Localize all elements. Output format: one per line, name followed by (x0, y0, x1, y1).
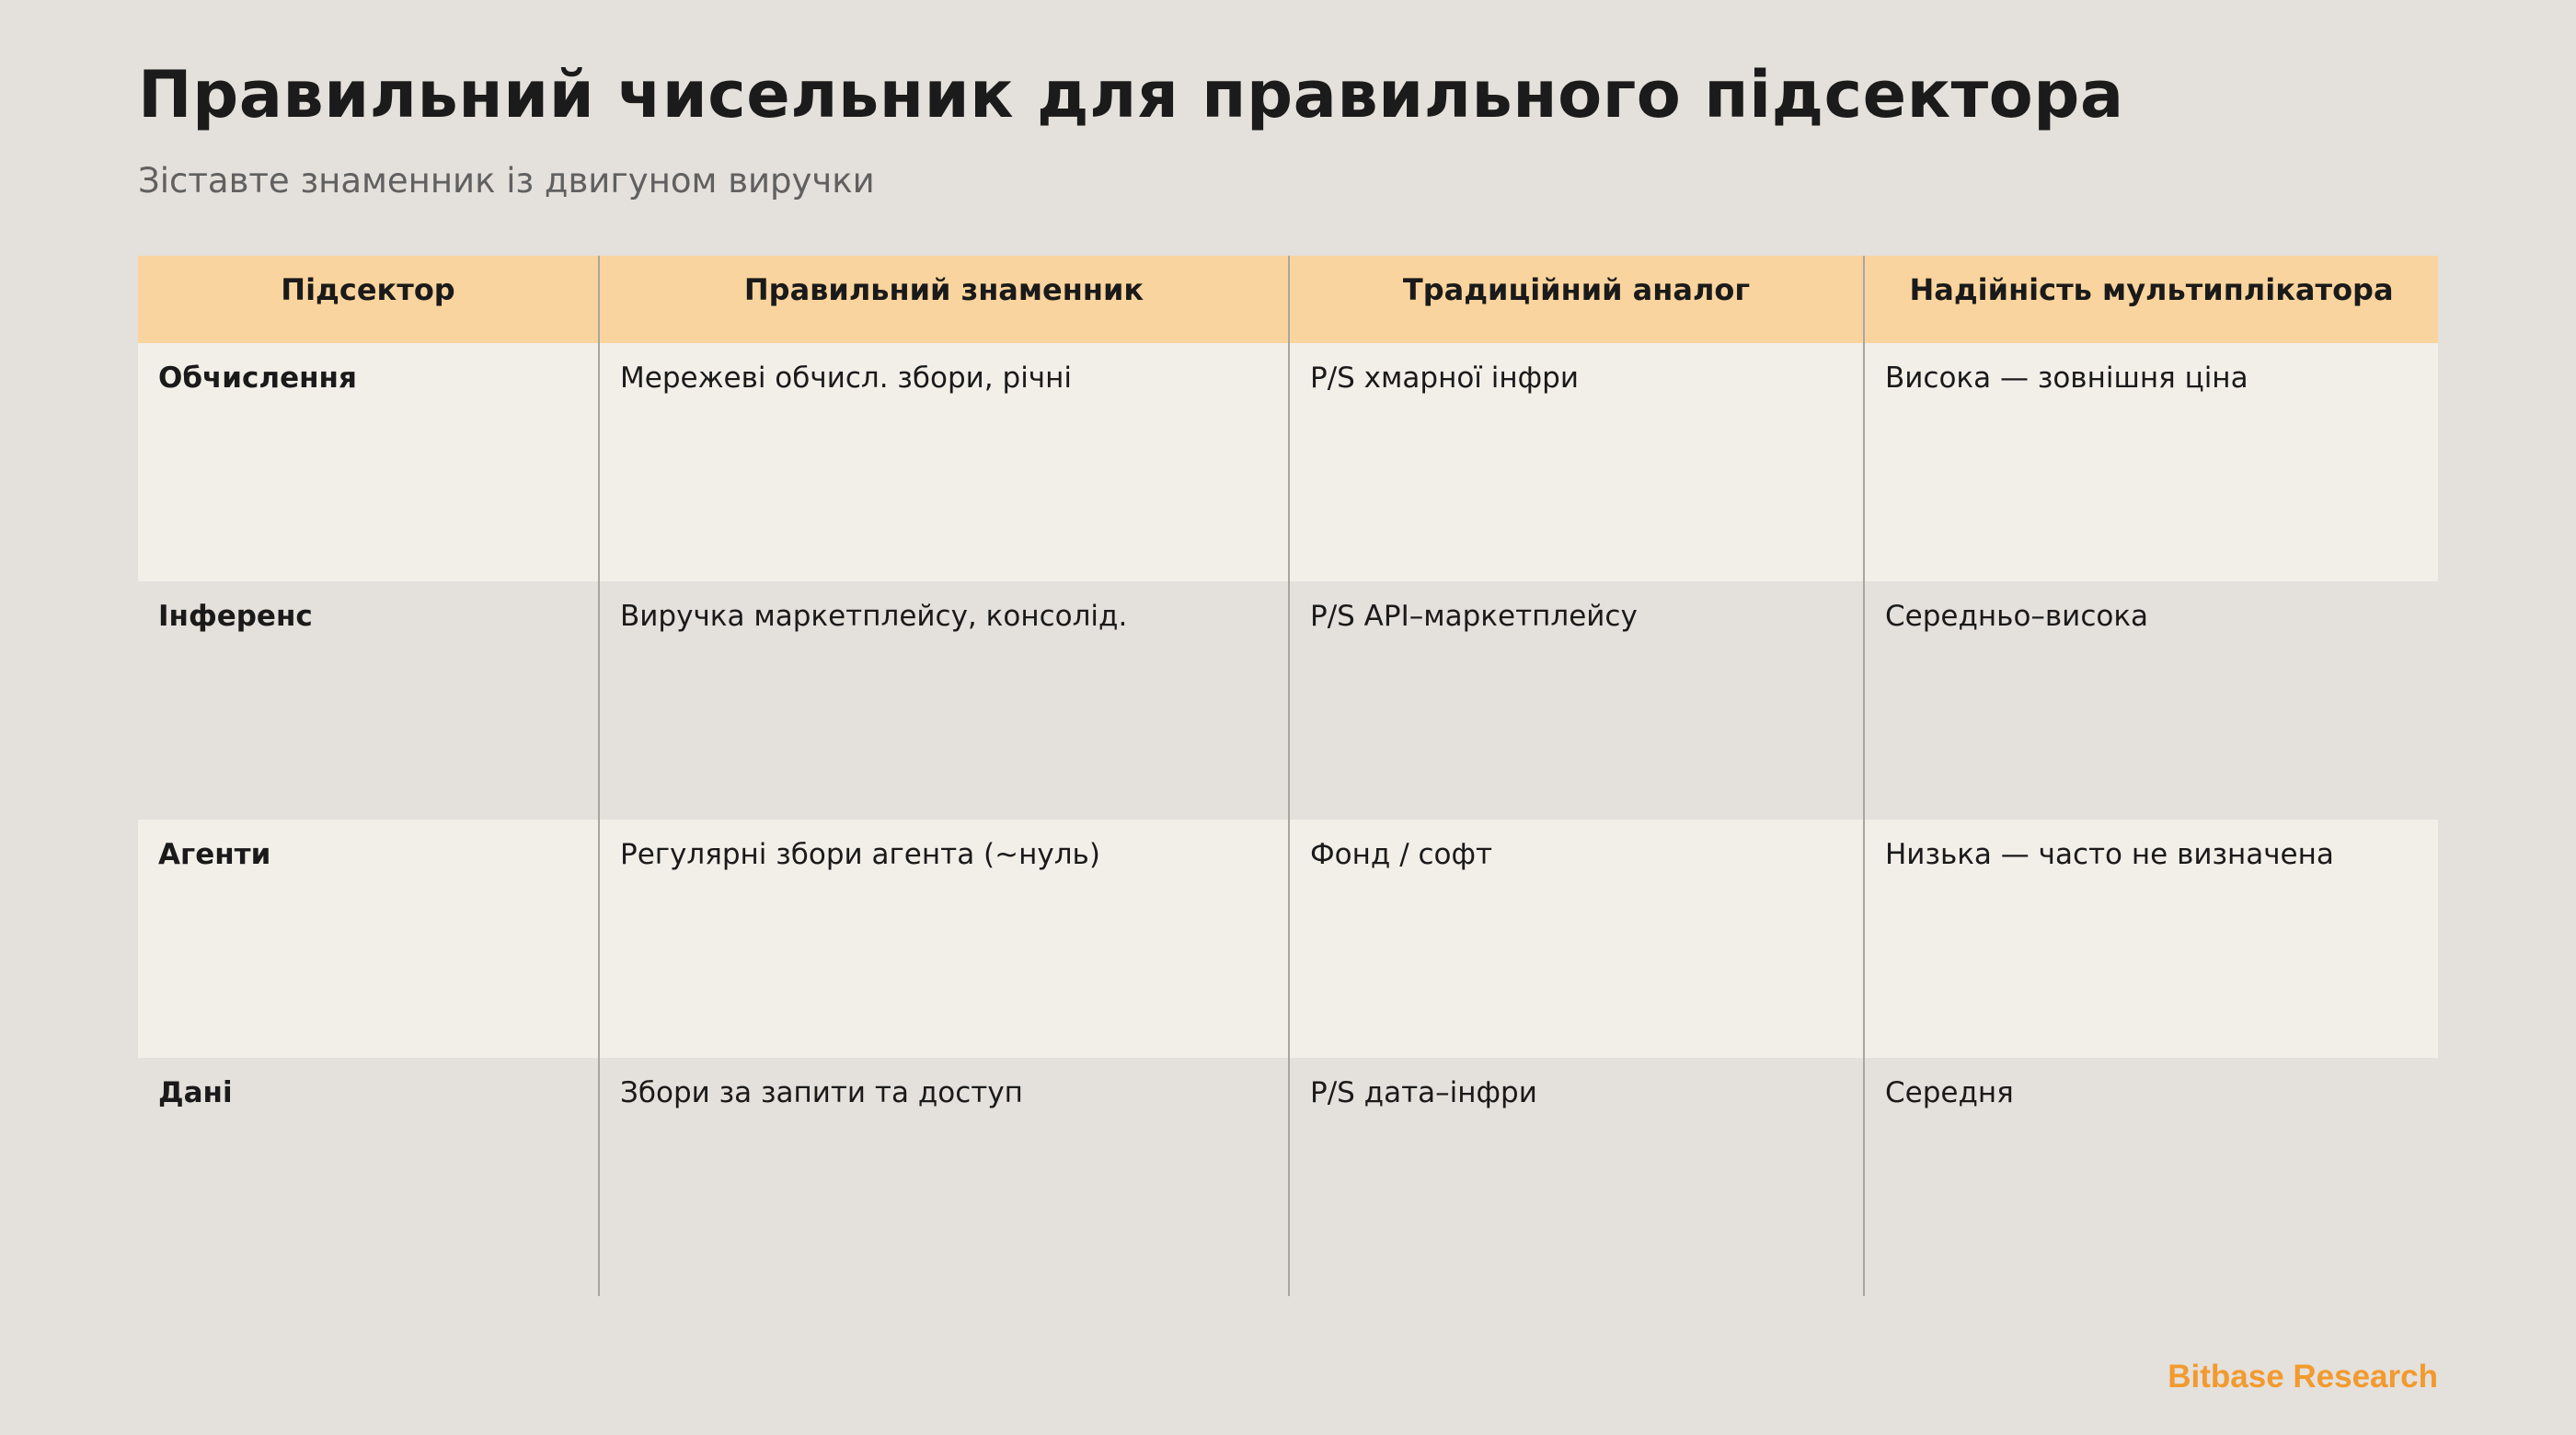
cell-analog: P/S хмарної інфри (1288, 343, 1863, 581)
cell-reliability: Середня (1863, 1058, 2438, 1296)
cell-subsector: Обчислення (158, 362, 357, 395)
header-analog: Традиційний аналог (1288, 256, 1863, 343)
table-row (138, 581, 2438, 820)
comparison-table (138, 256, 2438, 1296)
cell-denominator: Мережеві обчисл. збори, річні (598, 343, 1288, 581)
header-reliability: Надійність мультиплікатора (1863, 256, 2438, 343)
header-denominator: Правильний знаменник (598, 256, 1288, 343)
cell-denominator: Виручка маркетплейсу, консолід. (598, 581, 1288, 820)
cell-analog: P/S API–маркетплейсу (1288, 581, 1863, 820)
cell-subsector: Дані (158, 1076, 233, 1109)
cell-reliability: Низька — часто не визначена (1863, 820, 2438, 1058)
table-header-row (138, 256, 2438, 343)
cell-denominator: Збори за запити та доступ (598, 1058, 1288, 1296)
brand-logo-text: Bitbase Research (2168, 1359, 2438, 1395)
cell-reliability: Висока — зовнішня ціна (1863, 343, 2438, 581)
cell-reliability: Середньо–висока (1863, 581, 2438, 820)
header-subsector: Підсектор (281, 272, 455, 307)
table-row (138, 1058, 2438, 1296)
cell-analog: Фонд / софт (1288, 820, 1863, 1058)
cell-subsector: Агенти (158, 838, 271, 871)
cell-analog: P/S дата–інфри (1288, 1058, 1863, 1296)
table-row (138, 820, 2438, 1058)
page-subtitle: Зіставте знаменник із двигуном виручки (138, 161, 875, 201)
page-title: Правильний чисельник для правильного підсектора (138, 57, 2124, 132)
cell-subsector: Інференс (158, 600, 313, 633)
cell-denominator: Регулярні збори агента (~нуль) (598, 820, 1288, 1058)
table-row (138, 343, 2438, 581)
